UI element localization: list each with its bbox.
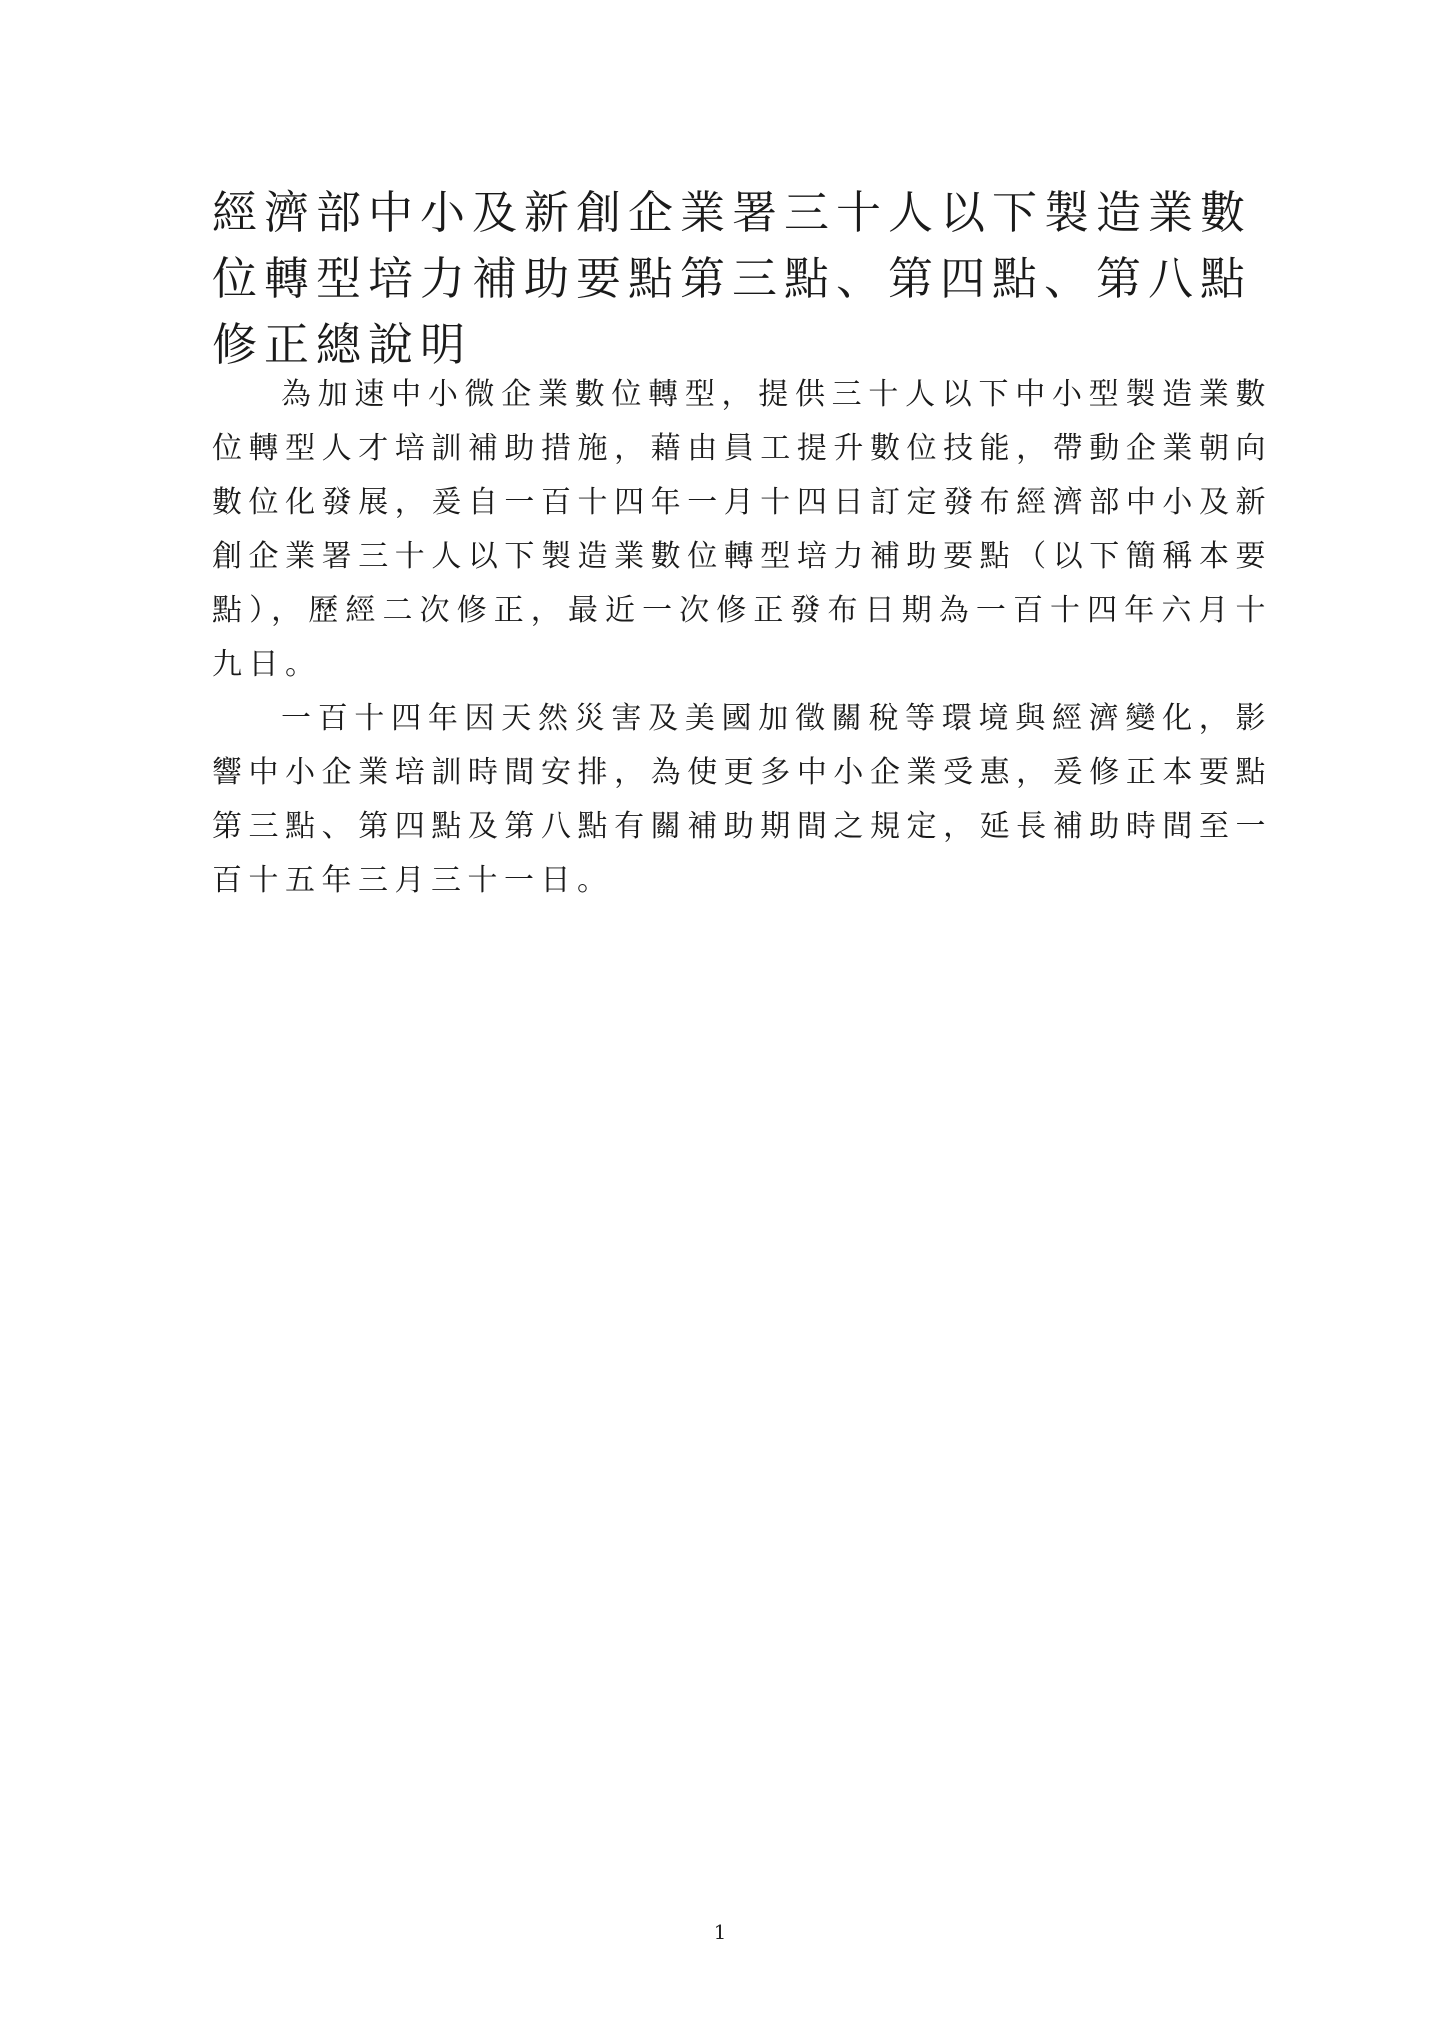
page-number: 1	[713, 1920, 727, 1944]
document-body	[212, 368, 1272, 908]
paragraph-background: 為加速中小微企業數位轉型，提供三十人以下中小型製造業數位轉型人才培訓補助措施，藉由員工提升數位技能，帶動企業朝向數位化發展，爰自一百十四年一月十四日訂定發布經濟部中小及新創企業署三十人以下製造業數位轉型培力補助要點（以下簡稱本要點），歷經二次修正，最近一次修正發布日期為一百十四年六月十九日。	[212, 377, 1272, 682]
document-title: 經濟部中小及新創企業署三十人以下製造業數位轉型培力補助要點第三點、第四點、第八點修正總說明	[212, 186, 1253, 371]
paragraph-amendment: 一百十四年因天然災害及美國加徵關稅等環境與經濟變化，影響中小企業培訓時間安排，為使更多中小企業受惠，爰修正本要點第三點、第四點及第八點有關補助期間之規定，延長補助時間至一百十五年三月三十一日。	[212, 701, 1272, 898]
